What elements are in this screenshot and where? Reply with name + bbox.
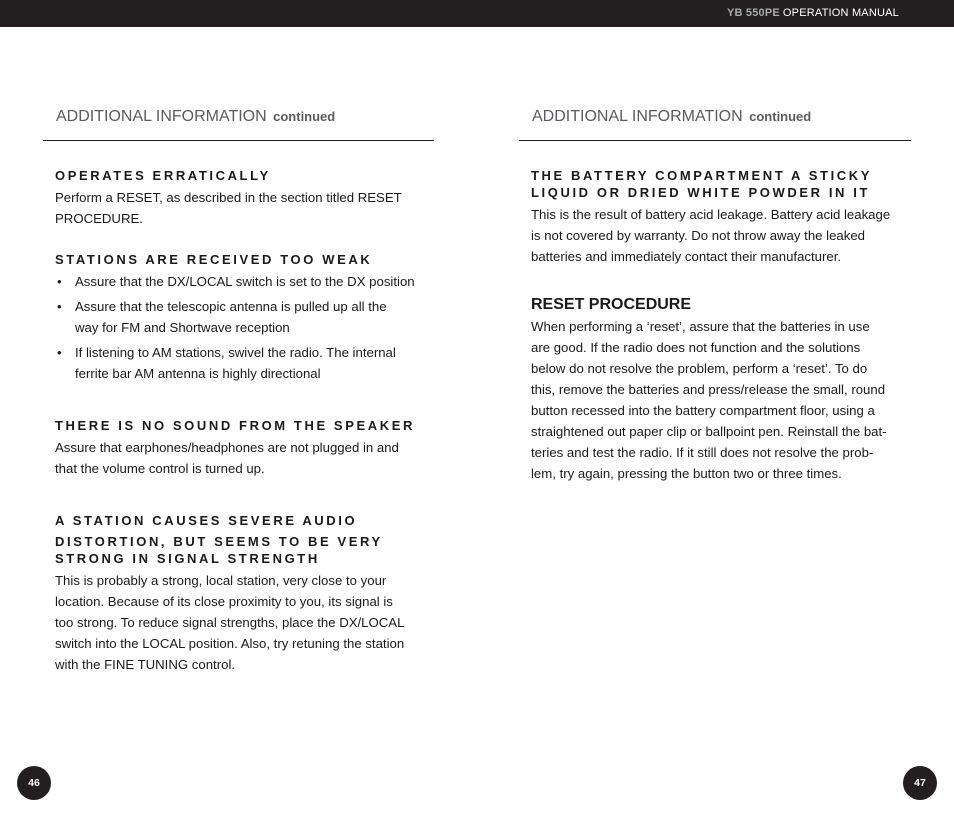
text-audio-distortion [55,570,425,675]
text-line: this, remove the batteries and press/release the small, round [531,382,886,397]
text-line: Assure that earphones/headphones are not plugged in and [55,440,399,455]
block-battery-compartment [531,167,906,267]
right-section-continued: continued [749,109,812,124]
top-header-bar [0,0,954,27]
right-header-rule [519,140,911,141]
text-line: with the FINE TUNING control. [55,657,236,672]
bullet-line: ferrite bar AM antenna is highly directional [75,366,321,381]
manual-label: OPERATION MANUAL [782,7,899,19]
heading-operates-erratically: OPERATES ERRATICALLY [55,168,271,183]
block-audio-distortion [55,512,425,675]
reset-procedure-title: RESET PROCEDURE [531,296,692,313]
text-line: too strong. To reduce signal strengths, place the DX/LOCAL [55,615,405,630]
heading-audio-distortion-line3: STRONG IN SIGNAL STRENGTH [55,551,320,566]
block-stations-weak [55,251,430,388]
bullet-line: Assure that the DX/LOCAL switch is set to the DX position [75,274,415,289]
bullet-line: If listening to AM stations, swivel the radio. The internal [75,345,396,360]
text-reset-procedure [531,316,906,484]
list-item [55,296,430,338]
left-section-title-text: ADDITIONAL INFORMATION [56,108,267,125]
left-section-title [56,108,335,126]
left-section-continued: continued [273,109,336,124]
page-number-right: 47 [903,766,937,800]
manual-title [727,7,899,19]
block-operates-erratically [55,167,425,229]
bullet-icon: • [57,299,62,314]
text-line: switch into the LOCAL position. Also, try retuning the station [55,636,405,651]
text-line: are good. If the radio does not function and the solutions [531,340,861,355]
list-item [55,271,430,292]
heading-no-sound: THERE IS NO SOUND FROM THE SPEAKER [55,418,415,433]
text-operates-erratically [55,187,425,229]
text-line: lem, try again, pressing the button two or three times. [531,466,842,481]
bullet-line: Assure that the telescopic antenna is pulled up all the [75,299,387,314]
text-line: PROCEDURE. [55,211,143,226]
text-line: is not covered by warranty. Do not throw away the leaked [531,228,866,243]
model-name: YB 550PE [726,7,780,19]
heading-battery-line2: LIQUID OR DRIED WHITE POWDER IN IT [531,185,871,200]
text-battery [531,204,906,267]
text-no-sound [55,437,425,479]
text-line: location. Because of its close proximity to you, its signal is [55,594,393,609]
bullet-line: way for FM and Shortwave reception [75,320,290,335]
heading-audio-distortion-line1: A STATION CAUSES SEVERE AUDIO [55,513,358,528]
block-no-sound [55,417,425,479]
heading-battery-line1: THE BATTERY COMPARTMENT A STICKY [531,168,873,183]
text-line: When performing a ‘reset’, assure that the batteries in use [531,319,870,334]
text-line: below do not resolve the problem, perform a ‘reset’. To do [531,361,868,376]
right-section-title [532,108,811,126]
text-line: that the volume control is turned up. [55,461,265,476]
right-section-title-text: ADDITIONAL INFORMATION [532,108,743,125]
list-item [55,342,430,384]
text-line: This is the result of battery acid leakage. Battery acid leakage [531,207,891,222]
left-header-rule [43,140,434,141]
text-line: batteries and immediately contact their manufacturer. [531,249,842,264]
text-line: straightened out paper clip or ballpoint pen. Reinstall the bat- [531,424,887,439]
bullet-icon: • [57,345,62,360]
heading-audio-distortion-line2: DISTORTION, BUT SEEMS TO BE VERY [55,534,383,549]
bullet-icon: • [57,274,62,289]
bullet-list-stations-weak [55,271,430,384]
text-line: teries and test the radio. If it still does not resolve the prob- [531,445,874,460]
text-line: This is probably a strong, local station, very close to your [55,573,387,588]
text-line: button recessed into the battery compartment floor, using a [531,403,875,418]
heading-stations-weak: STATIONS ARE RECEIVED TOO WEAK [55,252,373,267]
page-number-left: 46 [17,766,51,800]
text-line: Perform a RESET, as described in the section titled RESET [55,190,402,205]
block-reset-procedure [531,295,906,484]
